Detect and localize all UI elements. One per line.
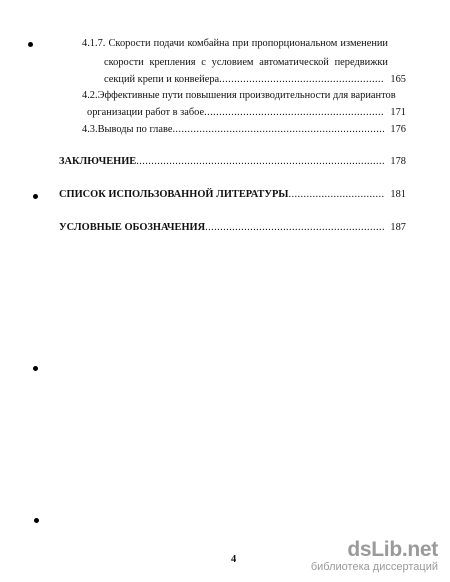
watermark-logo: dsLib.net [347,538,438,561]
punch-hole-mark [33,366,38,371]
toc-entry-title-line: 4.1.7. Скорости подачи комбайна при пропорциональном изменении [82,38,388,49]
toc-entry-conclusion [59,155,406,168]
toc-entry-title-line: организации работ в забое [87,107,205,118]
toc-page-number: 176 [390,124,406,135]
dot-leader [289,188,384,201]
toc-entry-title-line: секций крепи и конвейера [104,74,220,85]
dot-leader [219,73,384,86]
toc-entry-title-line: скорости крепления с условием автоматической передвижки [104,57,388,68]
toc-page-number: 171 [390,107,406,118]
dot-leader [204,106,384,119]
toc-page-number: 178 [390,156,406,167]
toc-entry-title-line: 4.2.Эффективные пути повышения производительности для вариантов [82,90,396,101]
watermark-subtitle: библиотека диссертаций [310,561,438,573]
toc-page-number: 165 [390,74,406,85]
toc-entry-4-3 [82,123,406,136]
toc-entry-title: УСЛОВНЫЕ ОБОЗНАЧЕНИЯ [59,222,206,233]
dot-leader [205,221,384,234]
punch-hole-mark [28,42,33,47]
toc-entry-leader-line [87,106,406,119]
punch-hole-mark [34,518,39,523]
toc-entry-notation [59,221,406,234]
toc-entry-title: ЗАКЛЮЧЕНИЕ [59,156,137,167]
toc-entry-title: 4.3.Выводы по главе [82,124,173,135]
dot-leader [136,155,384,168]
toc-entry-title: СПИСОК ИСПОЛЬЗОВАННОЙ ЛИТЕРАТУРЫ [59,189,289,200]
watermark [311,539,438,574]
toc-entry-leader-line [104,73,406,86]
punch-hole-mark [33,194,38,199]
toc-page-number: 187 [390,222,406,233]
page-number: 4 [231,554,237,565]
toc-page-number: 181 [390,189,406,200]
dot-leader [172,123,384,136]
toc-entry-references [59,188,406,201]
